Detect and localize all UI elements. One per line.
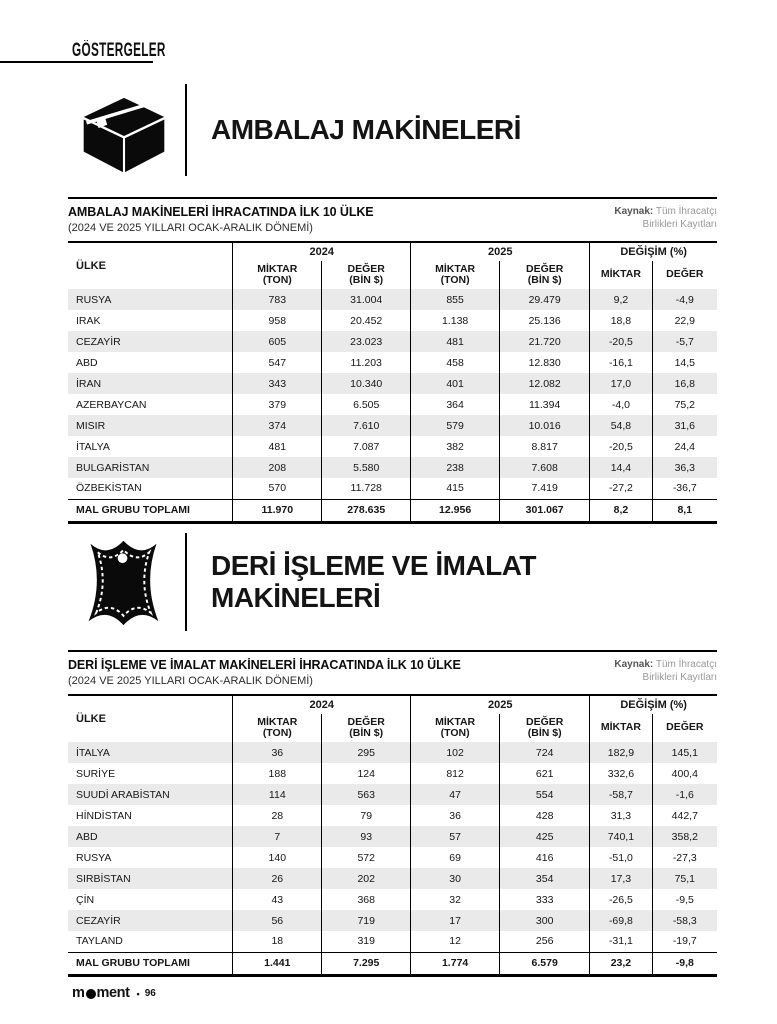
section-title	[211, 550, 536, 614]
value-cell: 32	[411, 889, 500, 910]
source-note	[614, 658, 717, 687]
value-cell: 358,2	[652, 826, 717, 847]
country-cell: SIRBİSTAN	[76, 872, 131, 885]
value-cell: 7	[233, 826, 322, 847]
value-cell: 12.082	[500, 373, 590, 394]
value-cell: 368	[322, 889, 411, 910]
value-cell: -1,6	[652, 784, 717, 805]
value-cell: 36	[233, 742, 322, 763]
country-cell: CEZAYİR	[76, 914, 121, 927]
col-header-miktar-ton: MİKTAR (TON)	[411, 261, 500, 289]
country-cell: İRAN	[76, 377, 102, 390]
value-cell: 481	[233, 436, 322, 457]
value-cell: 16,8	[652, 373, 717, 394]
value-cell: 182,9	[590, 742, 652, 763]
value-cell: 605	[233, 331, 322, 352]
value-cell: 379	[233, 394, 322, 415]
col-group-2024: 2024	[233, 695, 411, 714]
value-cell: 75,1	[652, 868, 717, 889]
table-row	[68, 331, 717, 352]
value-cell: -26,5	[590, 889, 652, 910]
value-cell: 319	[322, 931, 411, 952]
value-cell: 93	[322, 826, 411, 847]
value-cell: 740,1	[590, 826, 652, 847]
value-cell: 140	[233, 847, 322, 868]
value-cell: -9,5	[652, 889, 717, 910]
country-cell: AZERBAYCAN	[76, 398, 147, 411]
value-cell: 343	[233, 373, 322, 394]
value-cell: -31,1	[590, 931, 652, 952]
value-cell: 145,1	[652, 742, 717, 763]
cardboard-box-icon	[75, 86, 172, 175]
value-cell: 18	[233, 931, 322, 952]
total-value: 301.067	[500, 499, 590, 522]
country-cell: TAYLAND	[76, 935, 123, 948]
section-divider-rule	[185, 533, 187, 631]
value-cell: 36,3	[652, 457, 717, 478]
value-cell: 25.136	[500, 310, 590, 331]
value-cell: -4,0	[590, 394, 652, 415]
value-cell: 10.016	[500, 415, 590, 436]
country-cell: SUUDİ ARABİSTAN	[76, 788, 170, 801]
table-subtitle: (2024 VE 2025 YILLARI OCAK-ARALIK DÖNEMİ)	[68, 675, 313, 687]
value-cell: 24,4	[652, 436, 717, 457]
source-text: Tüm İhracatçı	[655, 206, 717, 217]
table-row	[68, 889, 717, 910]
total-value: -9,8	[652, 952, 717, 975]
col-header-deger-bin: DEĞER (BİN $)	[500, 261, 590, 289]
value-cell: 14,5	[652, 352, 717, 373]
value-cell: 202	[322, 868, 411, 889]
total-value: 11.970	[233, 499, 322, 522]
value-cell: 442,7	[652, 805, 717, 826]
export-table-ambalaj	[68, 241, 717, 524]
section-title-line: MAKİNELERİ	[211, 582, 381, 613]
col-header-miktar-pct: MİKTAR	[590, 714, 652, 742]
value-cell: 57	[411, 826, 500, 847]
value-cell: 31.004	[322, 289, 411, 310]
value-cell: 855	[411, 289, 500, 310]
total-value: 278.635	[322, 499, 411, 522]
value-cell: 47	[411, 784, 500, 805]
table-block-deri	[68, 650, 717, 977]
section-title	[211, 114, 521, 146]
country-cell: IRAK	[76, 314, 101, 327]
value-cell: 554	[500, 784, 590, 805]
value-cell: -58,3	[652, 910, 717, 931]
total-value: 6.579	[500, 952, 590, 975]
value-cell: -20,5	[590, 331, 652, 352]
value-cell: 812	[411, 763, 500, 784]
country-cell: İTALYA	[76, 440, 110, 453]
table-row	[68, 415, 717, 436]
value-cell: 69	[411, 847, 500, 868]
table-block-ambalaj	[68, 197, 717, 524]
col-group-2025: 2025	[411, 695, 590, 714]
col-header-ulke: ÜLKE	[76, 260, 106, 272]
value-cell: -58,7	[590, 784, 652, 805]
value-cell: 481	[411, 331, 500, 352]
value-cell: 23.023	[322, 331, 411, 352]
value-cell: 56	[233, 910, 322, 931]
value-cell: 570	[233, 478, 322, 499]
value-cell: 43	[233, 889, 322, 910]
section-header-ambalaj	[75, 82, 521, 178]
value-cell: 563	[322, 784, 411, 805]
value-cell: 364	[411, 394, 500, 415]
col-header-deger-pct: DEĞER	[652, 714, 717, 742]
source-text: Birlikleri Kayıtları	[642, 672, 717, 683]
value-cell: 114	[233, 784, 322, 805]
table-row	[68, 373, 717, 394]
leather-hide-icon	[75, 533, 172, 632]
value-cell: 374	[233, 415, 322, 436]
table-row	[68, 436, 717, 457]
value-cell: 333	[500, 889, 590, 910]
value-cell: 10.340	[322, 373, 411, 394]
country-cell: CEZAYİR	[76, 335, 121, 348]
table-row	[68, 742, 717, 763]
value-cell: 300	[500, 910, 590, 931]
value-cell: 30	[411, 868, 500, 889]
table-row	[68, 457, 717, 478]
table-row	[68, 478, 717, 499]
country-cell: SURİYE	[76, 767, 116, 780]
value-cell: 621	[500, 763, 590, 784]
country-cell: RUSYA	[76, 851, 112, 864]
value-cell: 8.817	[500, 436, 590, 457]
total-value: 1.774	[411, 952, 500, 975]
col-group-2025: 2025	[411, 242, 590, 261]
value-cell: 18,8	[590, 310, 652, 331]
value-cell: 102	[411, 742, 500, 763]
value-cell: 7.608	[500, 457, 590, 478]
table-row	[68, 310, 717, 331]
value-cell: 188	[233, 763, 322, 784]
value-cell: -16,1	[590, 352, 652, 373]
value-cell: 11.728	[322, 478, 411, 499]
country-cell: ÇİN	[76, 893, 95, 906]
source-text: Tüm İhracatçı	[655, 659, 717, 670]
total-value: 7.295	[322, 952, 411, 975]
value-cell: 7.087	[322, 436, 411, 457]
value-cell: 21.720	[500, 331, 590, 352]
value-cell: -4,9	[652, 289, 717, 310]
total-value: 8,1	[652, 499, 717, 522]
source-text: Birlikleri Kayıtları	[642, 219, 717, 230]
page-footer	[72, 985, 156, 1001]
col-group-degisim: DEĞİŞİM (%)	[590, 695, 717, 714]
country-cell: BULGARİSTAN	[76, 461, 150, 474]
value-cell: 415	[411, 478, 500, 499]
total-label: MAL GRUBU TOPLAMI	[68, 499, 233, 522]
table-row	[68, 394, 717, 415]
section-title-line: AMBALAJ MAKİNELERİ	[211, 114, 521, 145]
total-value: 23,2	[590, 952, 652, 975]
col-header-miktar-ton: MİKTAR (TON)	[411, 714, 500, 742]
value-cell: 12	[411, 931, 500, 952]
export-table-deri	[68, 694, 717, 977]
source-label: Kaynak:	[614, 206, 654, 217]
source-note	[614, 205, 717, 234]
value-cell: 354	[500, 868, 590, 889]
col-header-deger-bin: DEĞER (BİN $)	[500, 714, 590, 742]
value-cell: 295	[322, 742, 411, 763]
value-cell: 579	[411, 415, 500, 436]
col-group-degisim: DEĞİŞİM (%)	[590, 242, 717, 261]
page-number: 96	[144, 988, 156, 999]
col-header-deger-bin: DEĞER (BİN $)	[322, 714, 411, 742]
country-cell: HİNDİSTAN	[76, 809, 132, 822]
value-cell: 11.394	[500, 394, 590, 415]
value-cell: 238	[411, 457, 500, 478]
country-cell: RUSYA	[76, 293, 112, 306]
section-header-deri	[75, 531, 536, 633]
country-cell: ÖZBEKİSTAN	[76, 482, 142, 495]
value-cell: 400,4	[652, 763, 717, 784]
col-header-ulke: ÜLKE	[76, 713, 106, 725]
col-header-miktar-ton: MİKTAR (TON)	[233, 714, 322, 742]
value-cell: 31,3	[590, 805, 652, 826]
value-cell: 5.580	[322, 457, 411, 478]
value-cell: 124	[322, 763, 411, 784]
value-cell: 79	[322, 805, 411, 826]
table-row	[68, 352, 717, 373]
table-title: AMBALAJ MAKİNELERİ İHRACATINDA İLK 10 ÜLKE	[68, 205, 374, 219]
source-label: Kaynak:	[614, 659, 654, 670]
value-cell: 11.203	[322, 352, 411, 373]
table-title: DERİ İŞLEME VE İMALAT MAKİNELERİ İHRACATINDA İLK 10 ÜLKE	[68, 658, 461, 672]
value-cell: -27,3	[652, 847, 717, 868]
value-cell: 12.830	[500, 352, 590, 373]
value-cell: 9,2	[590, 289, 652, 310]
table-header-bar	[68, 197, 717, 241]
value-cell: 14,4	[590, 457, 652, 478]
value-cell: 75,2	[652, 394, 717, 415]
value-cell: 17,0	[590, 373, 652, 394]
value-cell: -20,5	[590, 436, 652, 457]
value-cell: 783	[233, 289, 322, 310]
total-label: MAL GRUBU TOPLAMI	[68, 952, 233, 975]
table-row	[68, 763, 717, 784]
value-cell: 26	[233, 868, 322, 889]
total-value: 1.441	[233, 952, 322, 975]
value-cell: -5,7	[652, 331, 717, 352]
value-cell: 425	[500, 826, 590, 847]
value-cell: 17,3	[590, 868, 652, 889]
footer-bullet: •	[136, 988, 140, 999]
country-cell: İTALYA	[76, 746, 110, 759]
value-cell: -69,8	[590, 910, 652, 931]
value-cell: 6.505	[322, 394, 411, 415]
section-divider-rule	[185, 84, 187, 176]
col-header-miktar-ton: MİKTAR (TON)	[233, 261, 322, 289]
value-cell: 17	[411, 910, 500, 931]
col-header-deger-pct: DEĞER	[652, 261, 717, 289]
value-cell: 547	[233, 352, 322, 373]
total-row	[68, 499, 717, 522]
table-row	[68, 826, 717, 847]
country-cell: ABD	[76, 356, 98, 369]
col-group-2024: 2024	[233, 242, 411, 261]
total-value: 8,2	[590, 499, 652, 522]
value-cell: 208	[233, 457, 322, 478]
country-cell: MISIR	[76, 419, 106, 432]
table-subtitle: (2024 VE 2025 YILLARI OCAK-ARALIK DÖNEMİ)	[68, 222, 313, 234]
total-value: 12.956	[411, 499, 500, 522]
section-title-line: DERİ İŞLEME VE İMALAT	[211, 550, 536, 581]
value-cell: -19,7	[652, 931, 717, 952]
value-cell: 256	[500, 931, 590, 952]
value-cell: 7.610	[322, 415, 411, 436]
col-header-miktar-pct: MİKTAR	[590, 261, 652, 289]
table-header-bar	[68, 650, 717, 694]
table-row	[68, 784, 717, 805]
value-cell: 28	[233, 805, 322, 826]
value-cell: 428	[500, 805, 590, 826]
value-cell: 1.138	[411, 310, 500, 331]
table-row	[68, 289, 717, 310]
value-cell: 382	[411, 436, 500, 457]
value-cell: 22,9	[652, 310, 717, 331]
value-cell: -51,0	[590, 847, 652, 868]
value-cell: -36,7	[652, 478, 717, 499]
country-cell: ABD	[76, 830, 98, 843]
table-row	[68, 931, 717, 952]
moment-logo: m ment	[72, 985, 130, 1001]
value-cell: 458	[411, 352, 500, 373]
logo-dot-icon	[86, 989, 96, 999]
value-cell: 54,8	[590, 415, 652, 436]
value-cell: 724	[500, 742, 590, 763]
value-cell: 572	[322, 847, 411, 868]
value-cell: 31,6	[652, 415, 717, 436]
value-cell: 29.479	[500, 289, 590, 310]
value-cell: 958	[233, 310, 322, 331]
value-cell: 7.419	[500, 478, 590, 499]
value-cell: 719	[322, 910, 411, 931]
total-row	[68, 952, 717, 975]
value-cell: 20.452	[322, 310, 411, 331]
value-cell: 416	[500, 847, 590, 868]
table-row	[68, 868, 717, 889]
page-kicker: GÖSTERGELER	[72, 40, 166, 61]
table-row	[68, 910, 717, 931]
value-cell: 36	[411, 805, 500, 826]
col-header-deger-bin: DEĞER (BİN $)	[322, 261, 411, 289]
value-cell: -27,2	[590, 478, 652, 499]
value-cell: 332,6	[590, 763, 652, 784]
table-row	[68, 847, 717, 868]
value-cell: 401	[411, 373, 500, 394]
table-row	[68, 805, 717, 826]
